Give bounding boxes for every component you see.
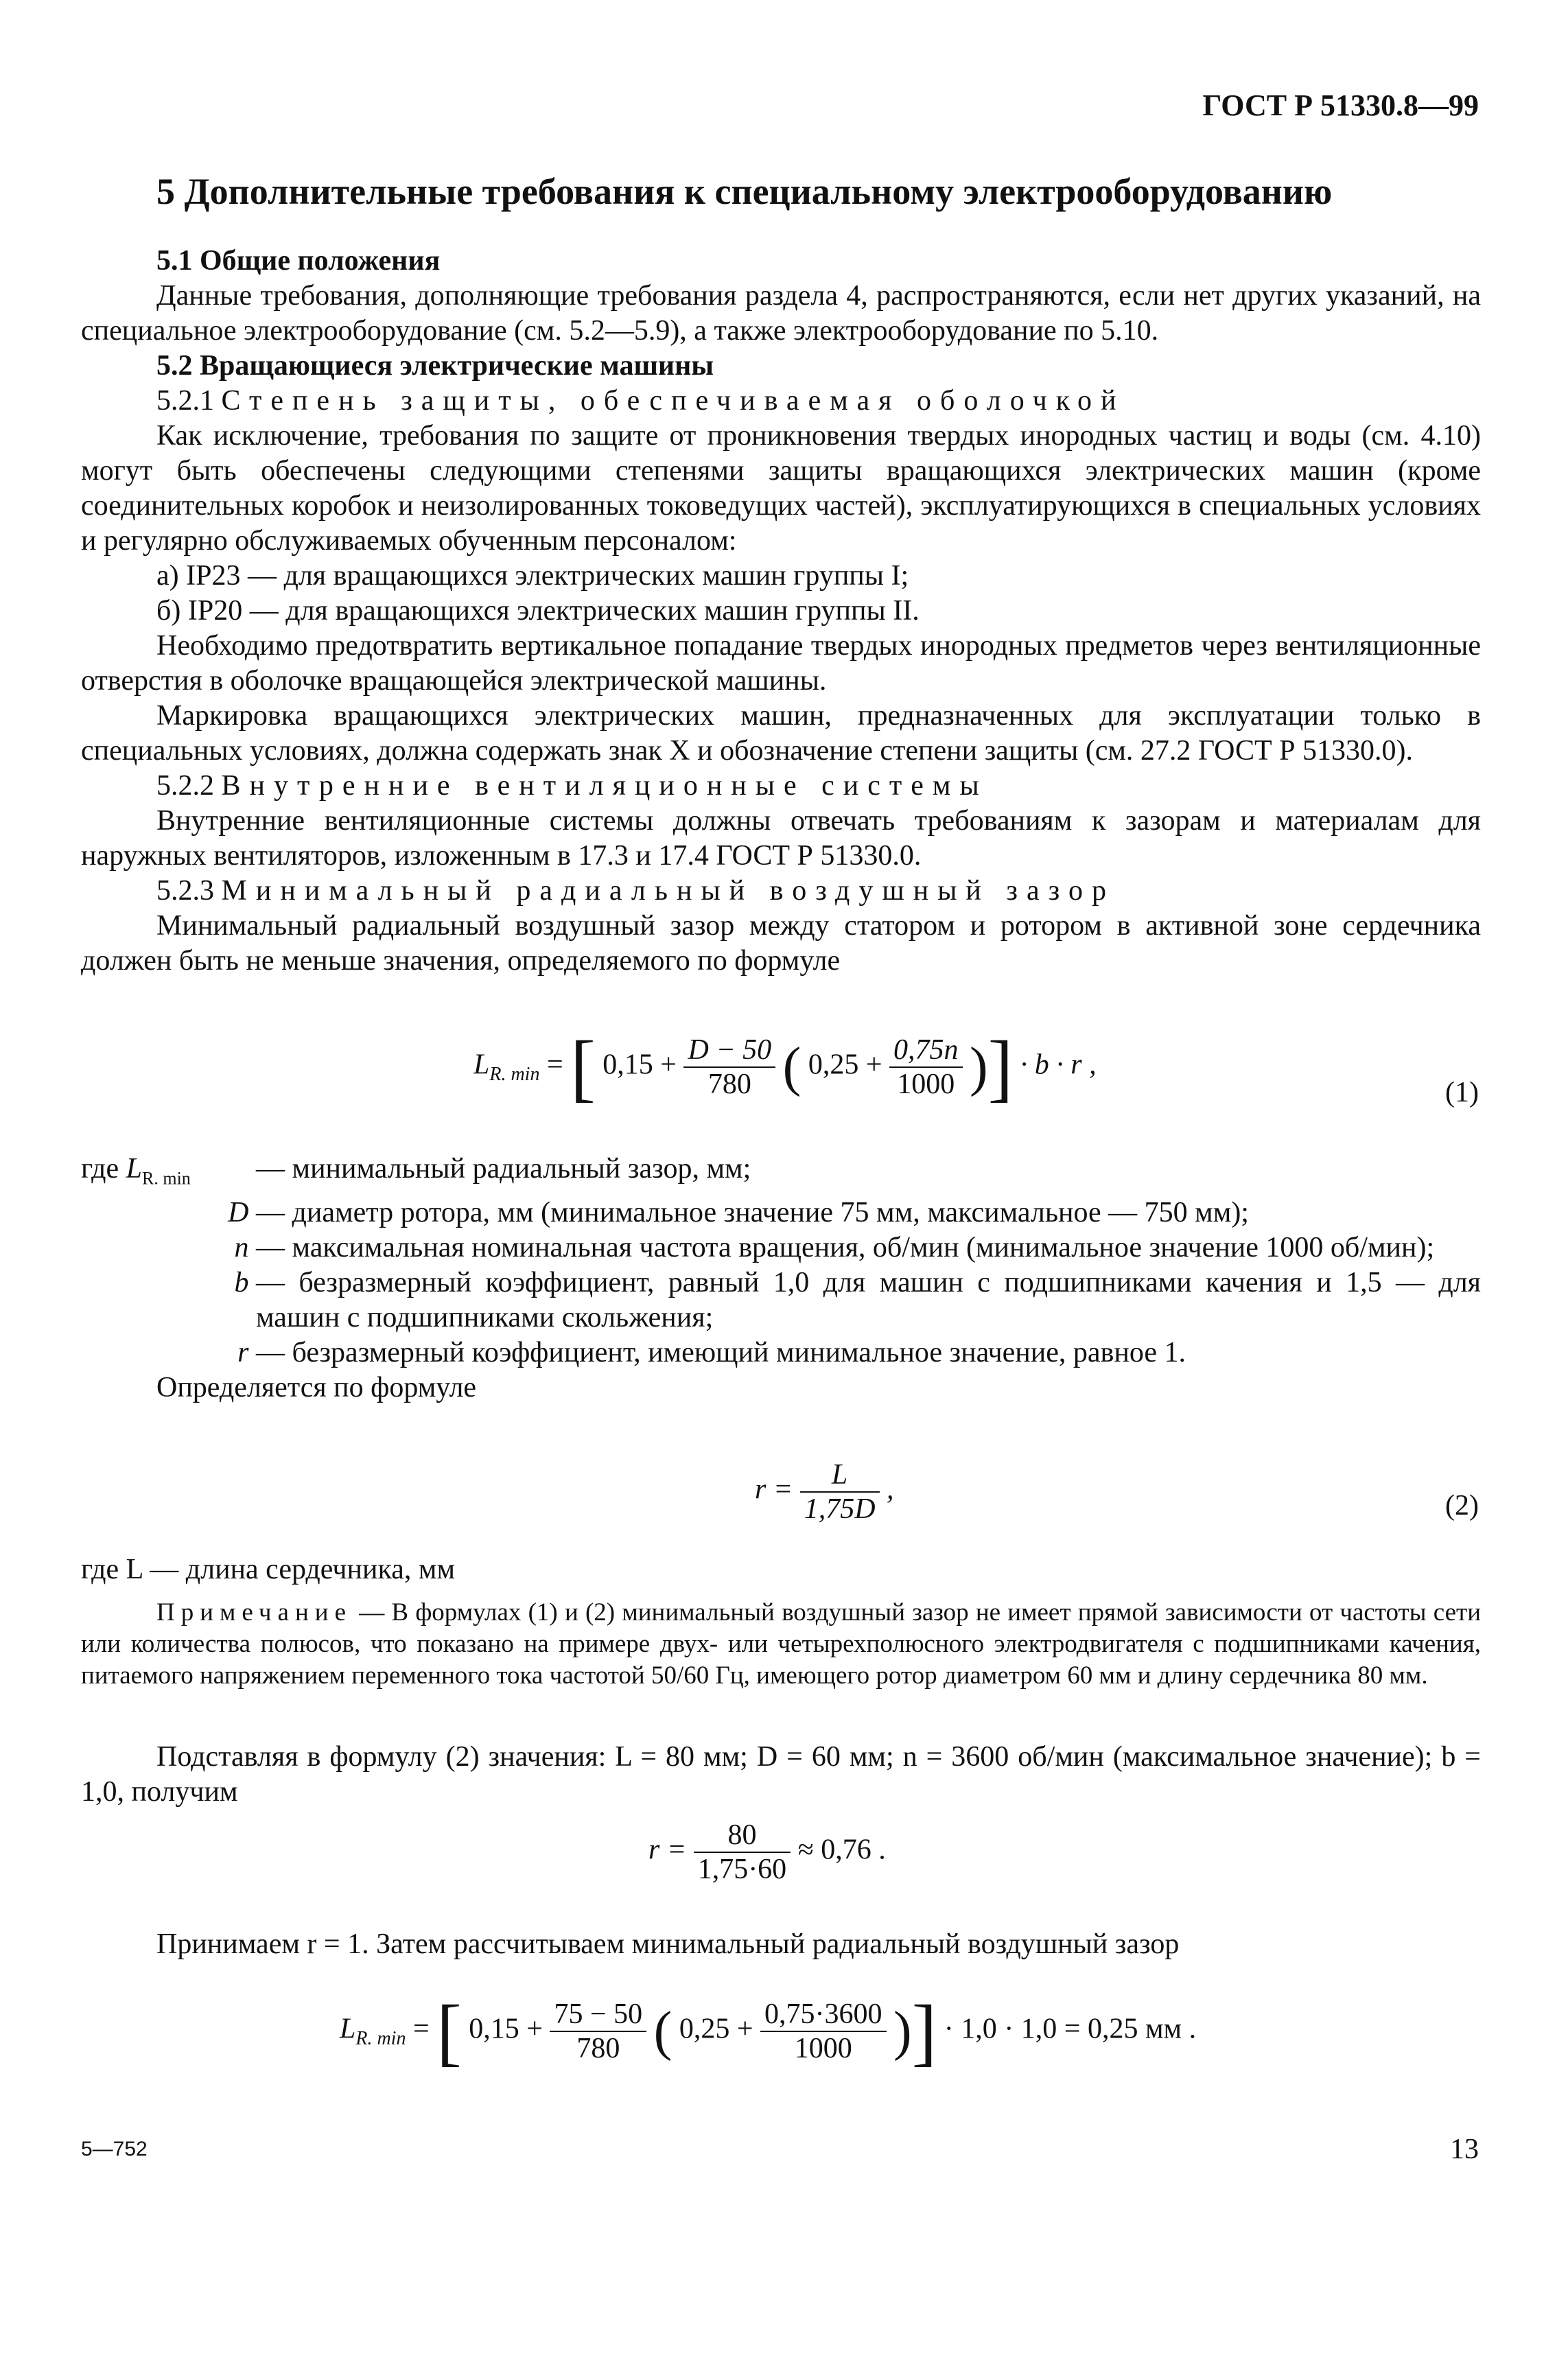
paragraph-5-2-2: Внутренние вентиляционные системы должны отвечать требованиям к зазорам и материалам для наружных вентиляторов, изложенным в 17.3 и 17.4 ГОСТ Р 51330.0.: [81, 805, 1481, 872]
list-item-a: а) IP23 — для вращающихся электрических машин группы I;: [156, 560, 909, 592]
clause-5-2-3-title: Минимальный радиальный воздушный зазор: [221, 875, 1115, 907]
note-text: — В формулах (1) и (2) минимальный воздушный зазор не имеет прямой зависимости от частоты сети или количества полюсов, что показано на примере двух- или четырехполюсного электродвигателя с подшипниками качения, питаемого напряжением переменного тока частотой 50/60 Гц, имеющего ротор диаметром 60 мм и длину сердечника 80 мм.: [81, 1598, 1481, 1690]
note-label: Примечание: [156, 1598, 352, 1626]
legend-row: D — диаметр ротора, мм (минимальное значение 75 мм, максимальное — 750 мм);: [228, 1197, 1249, 1229]
paragraph-5-2-1-a: Как исключение, требования по защите от проникновения твердых инородных частиц и воды (см. 4.10) могут быть обеспечены следующими степенями защиты вращающихся электрических машин (кроме соединительных коробок и неизолированных токоведущих частей), эксплуатирующихся в специальных условиях и регулярно обслуживаемых обученным персоналом:: [81, 420, 1481, 557]
footer-code: 5—752: [81, 2138, 148, 2160]
substitution-text: Подставляя в формулу (2) значения: L = 80 мм; D = 60 мм; n = 3600 об/мин (максимальное значение); b = 1,0, получим: [81, 1741, 1481, 1808]
legend-row: r — безразмерный коэффициент, имеющий минимальное значение, равное 1.: [237, 1337, 1186, 1369]
paragraph-5-2-1-b: Необходимо предотвратить вертикальное попадание твердых инородных предметов через вентиляционные отверстия в оболочке вращающейся электрической машины.: [81, 630, 1481, 697]
section-title: 5 Дополнительные требования к специальному электрооборудованию: [156, 171, 1333, 212]
legend-row: n — максимальная номинальная частота вращения, об/мин (минимальное значение 1000 об/мин);: [234, 1232, 1435, 1264]
clause-5-2-2-heading: 5.2.2 Внутренние вентиляционные системы: [156, 770, 988, 802]
formula-2-number: (2): [1445, 1490, 1479, 1521]
paragraph-5-2-3: Минимальный радиальный воздушный зазор между статором и ротором в активной зоне сердечника должен быть не меньше значения, определяемого по формуле: [81, 910, 1481, 977]
paragraph-5-1: Данные требования, дополняющие требования раздела 4, распространяются, если нет других указаний, на специальное электрооборудование (см. 5.2—5.9), а также электрооборудование по 5.10.: [81, 280, 1481, 347]
clause-5-2-1-title: Степень защиты, обеспечиваемая оболочкой: [221, 385, 1125, 417]
formula-1-legend: [81, 1152, 1481, 1405]
list-item-b: б) IP20 — для вращающихся электрических машин группы II.: [156, 595, 920, 627]
clause-5-2-3-heading: 5.2.3 Минимальный радиальный воздушный зазор: [156, 875, 1115, 907]
page-number: 13: [1450, 2134, 1479, 2165]
subsection-5-1-title: 5.1 Общие положения: [156, 245, 441, 277]
paragraph-5-2-1-c: Маркировка вращающихся электрических машин, предназначенных для эксплуатации только в специальных условиях, должна содержать знак X и обозначение степени защиты (см. 27.2 ГОСТ Р 51330.0).: [81, 700, 1481, 767]
formula-2: r = $\frac{L}{1,75D}$ ,: [755, 1459, 894, 1525]
formula-1: $L_{R. min}$ = [ 0,15 + $\frac{D - 50}{780}$ ( 0,25 + $\frac{0,75n}{1000}$ )] · b · r ,: [473, 1025, 1097, 1109]
main-text: [81, 244, 1481, 979]
formula-4: $L_{R. min}$ = [ 0,15 + $\frac{75 - 50}{780}$ ( 0,25 + $\frac{0,75\cdot 3600}{1000}$ )] · 1,0 · 1,0 = 0,25 мм .: [340, 1990, 1197, 2073]
document-header: ГОСТ Р 51330.8—99: [1202, 89, 1479, 122]
subsection-5-2-title: 5.2 Вращающиеся электрические машины: [156, 350, 714, 382]
formula-2-legend: где L — длина сердечника, мм: [81, 1554, 456, 1585]
accept-text: Принимаем r = 1. Затем рассчитываем минимальный радиальный воздушный зазор: [156, 1928, 1180, 1960]
formula-2-intro: Определяется по формуле: [156, 1372, 477, 1404]
note: [81, 1597, 1481, 1692]
clause-5-2-1-heading: 5.2.1 Степень защиты, обеспечиваемая оболочкой: [156, 385, 1125, 417]
formula-1-number: (1): [1445, 1077, 1479, 1108]
legend-row: где $L_{R. min}$ — минимальный радиальный зазор, мм;: [81, 1153, 751, 1189]
formula-3: r = $\frac{80}{1,75\cdot 60}$ ≈ 0,76 .: [648, 1819, 886, 1885]
legend-row: b — безразмерный коэффициент, равный 1,0 для машин с подшипниками качения и 1,5 — для машин с подшипниками скольжения;: [234, 1267, 1481, 1334]
clause-5-2-2-title: Внутренние вентиляционные системы: [221, 770, 988, 802]
